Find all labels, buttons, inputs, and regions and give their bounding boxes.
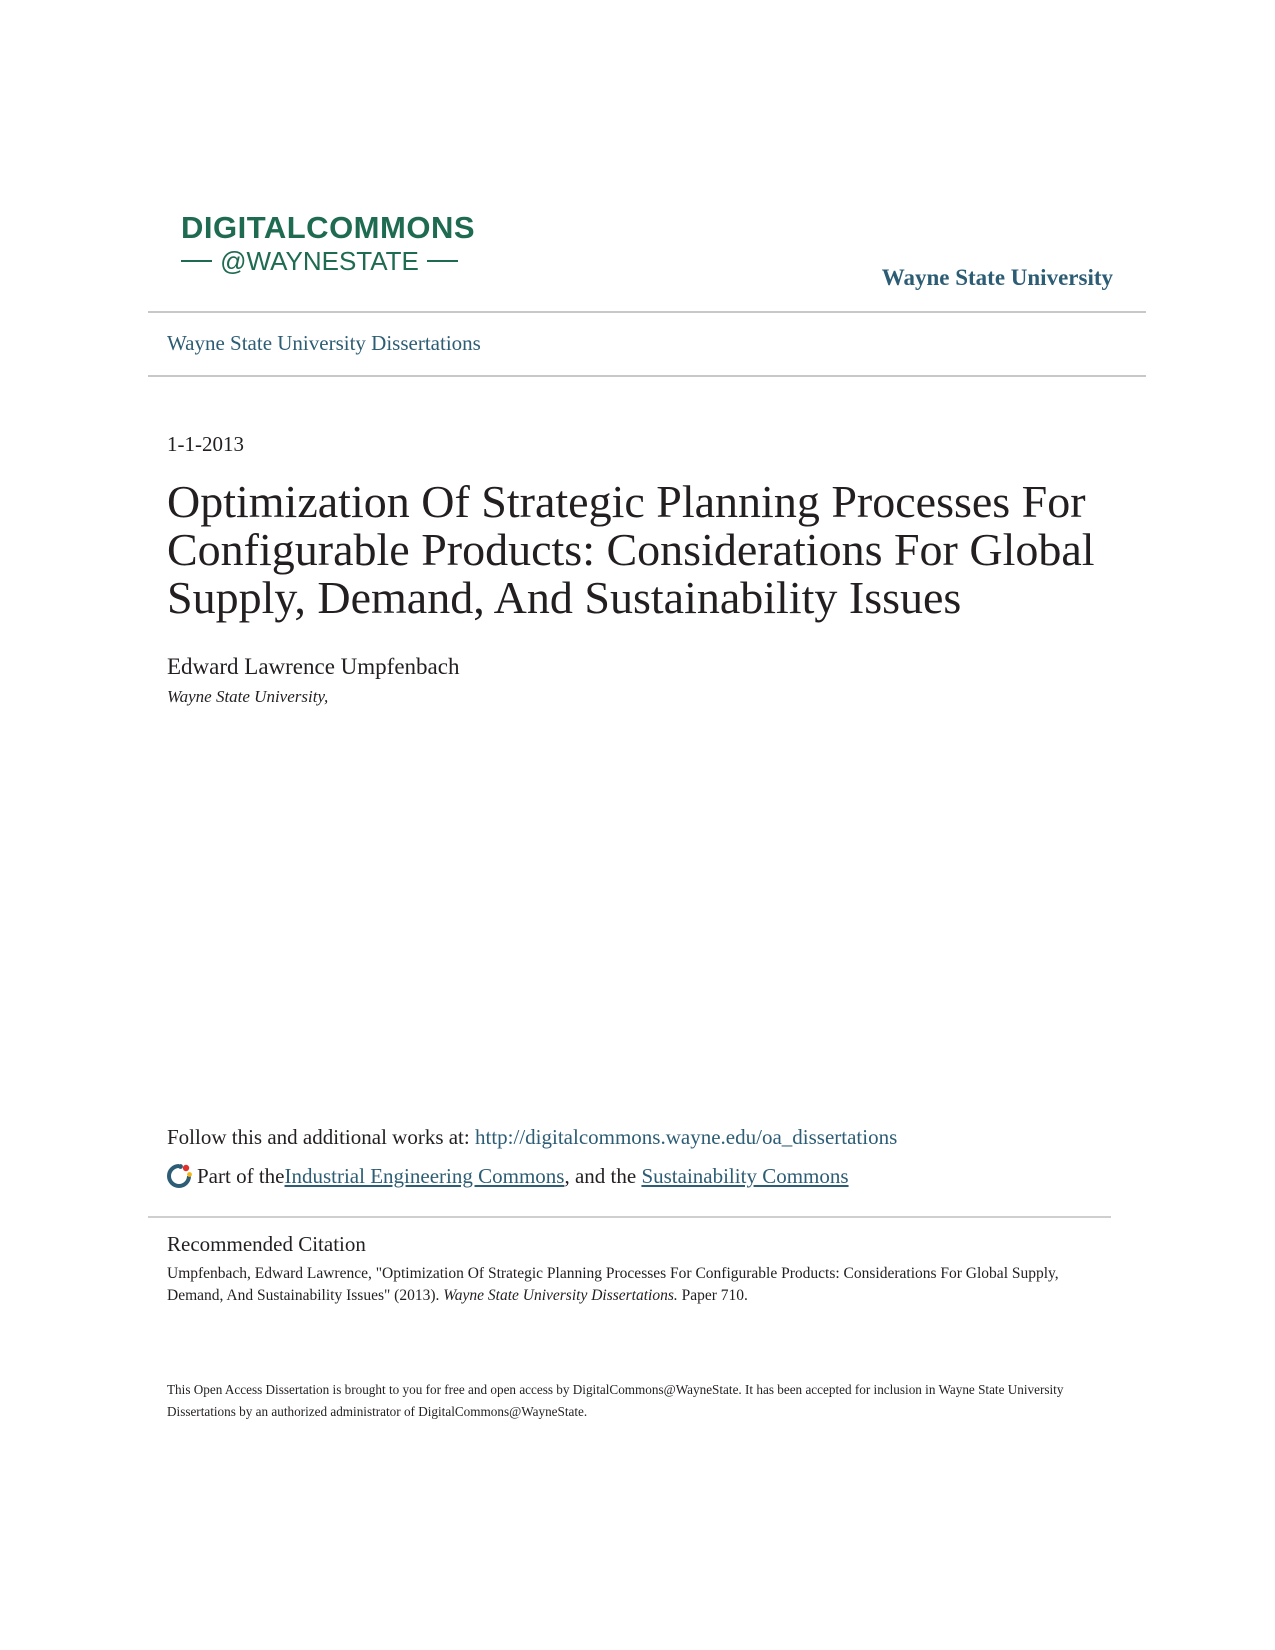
- divider-second: [148, 375, 1146, 377]
- open-access-note: This Open Access Dissertation is brought to you for free and open access by DigitalCommons@WayneState. It has been accepted for inclusion in Wayne State University Dissertations by an authorized administrator of DigitalCommons@WayneState.: [167, 1382, 1064, 1419]
- follow-url-link[interactable]: http://digitalcommons.wayne.edu/oa_dissertations: [474, 1125, 898, 1149]
- citation-series: Wayne State University Dissertations.: [443, 1287, 678, 1304]
- series-link[interactable]: Wayne State University Dissertations: [167, 331, 481, 355]
- partof-line: [166, 1163, 849, 1189]
- partof-prefix: Part of the: [197, 1163, 285, 1188]
- network-icon: [166, 1163, 192, 1189]
- sustainability-commons-link[interactable]: Sustainability Commons: [641, 1163, 849, 1188]
- document-title: Optimization Of Strategic Planning Processes For Configurable Products: Considerations For Global Supply, Demand, And Sustainability Issues: [167, 476, 1095, 623]
- institution-name: Wayne State University: [881, 265, 1113, 290]
- partof-middle: , and the: [564, 1163, 642, 1188]
- follow-prefix: Follow this and additional works at:: [167, 1125, 475, 1149]
- logo-digitalcommons: DIGITALCOMMONS: [181, 210, 476, 245]
- citation-main: Umpfenbach, Edward Lawrence, "Optimization Of Strategic Planning Processes For Configurable Products: Considerations For Global Supply, Demand, And Sustainability Issues" (2013).: [167, 1265, 1059, 1304]
- divider-top: [148, 311, 1146, 313]
- divider-citation: [148, 1216, 1111, 1218]
- logo-waynestate: [181, 248, 458, 274]
- citation-end: Paper 710.: [677, 1287, 748, 1304]
- citation-text: [167, 1263, 1067, 1307]
- logo-dash-left: [181, 260, 212, 262]
- follow-line: [167, 1125, 897, 1150]
- author-affiliation: Wayne State University,: [167, 687, 329, 706]
- logo-dash-right: [427, 260, 458, 262]
- author-name: Edward Lawrence Umpfenbach: [167, 654, 460, 679]
- industrial-engineering-commons-link[interactable]: Industrial Engineering Commons: [284, 1163, 565, 1188]
- citation-heading: Recommended Citation: [167, 1232, 366, 1256]
- publication-date: 1-1-2013: [167, 432, 244, 456]
- logo-waynestate-text: @WAYNESTATE: [220, 246, 419, 276]
